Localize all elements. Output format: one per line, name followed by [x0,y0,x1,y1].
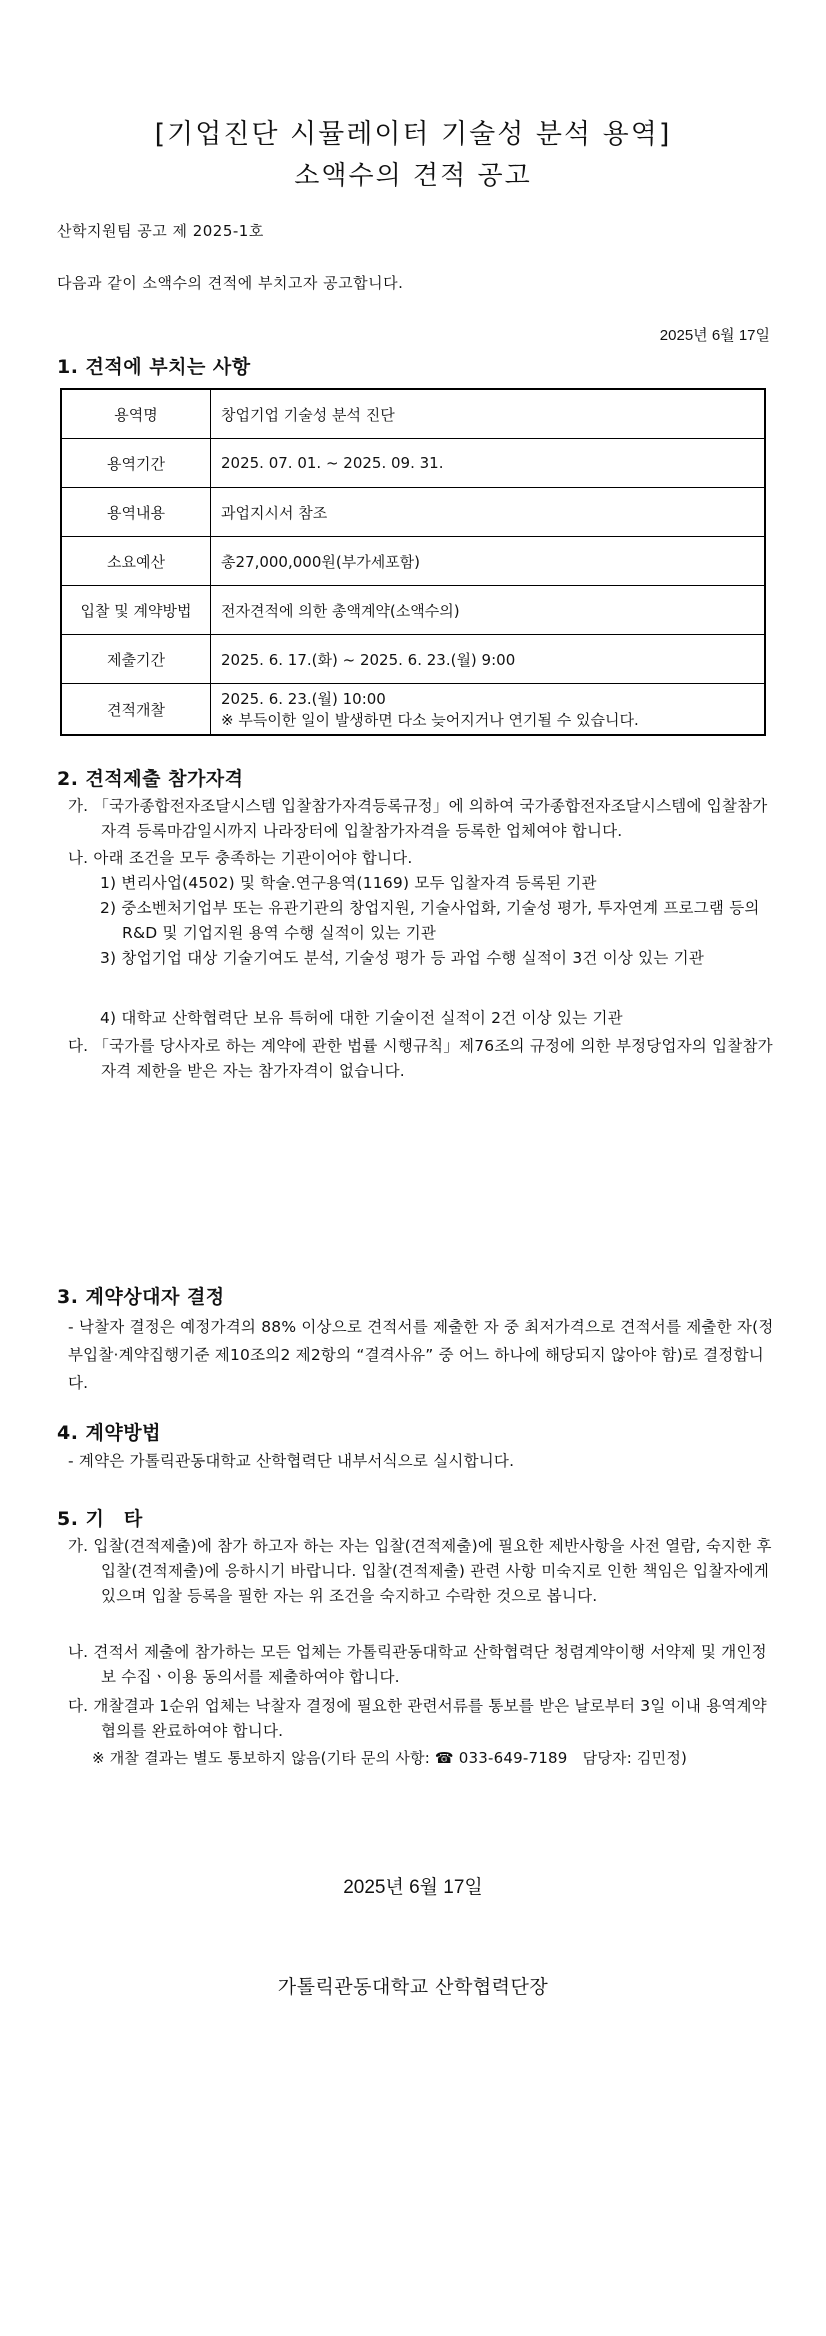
row-value: 과업지시서 참조 [211,488,766,537]
row-value: 총27,000,000원(부가세포함) [211,537,766,586]
row-value: 전자견적에 의한 총액계약(소액수의) [211,586,766,635]
table-row [61,389,765,439]
section2-item-na: 나. 아래 조건을 모두 충족하는 기관이어야 합니다. [68,849,413,867]
condition-item: 2) 중소벤처기업부 또는 유관기관의 창업지원, 기술사업화, 기술성 평가, 투자연계 프로그램 등의 R&D 및 기업지원 용역 수행 실적이 있는 기관 [100,899,760,942]
section4-text: - 계약은 가톨릭관동대학교 산학협력단 내부서식으로 실시합니다. [68,1452,515,1470]
row-value: 2025. 6. 23.(월) 10:00 [221,690,386,708]
row-label: 견적개찰 [61,684,211,736]
row-value-cell [211,684,766,736]
condition-item: 1) 변리사업(4502) 및 학술.연구용역(1169) 모두 입찰자격 등록된 기관 [100,874,597,892]
section3-heading: 3. 계약상대자 결정 [57,1286,225,1308]
notice-number: 산학지원팀 공고 제 2025-1호 [57,222,264,240]
row-label: 용역기간 [61,439,211,488]
section3-text: - 낙찰자 결정은 예정가격의 88% 이상으로 견적서를 제출한 자 중 최저가격으로 견적서를 제출한 자(정부입찰·계약집행기준 제10조의2 제2항의 “결격사유” 중 어느 하나에 해당되지 않아야 함)로 결정합니다. [68,1318,774,1392]
table-row [61,439,765,488]
row-value: 2025. 6. 17.(화) ~ 2025. 6. 23.(월) 9:00 [211,635,766,684]
table-row [61,635,765,684]
table-row [61,684,765,736]
intro-text: 다음과 같이 소액수의 견적에 부치고자 공고합니다. [57,274,404,292]
section2-heading: 2. 견적제출 참가자격 [57,768,244,790]
section5-item-na: 나. 견적서 제출에 참가하는 모든 업체는 가톨릭관동대학교 산학협력단 청렴계약이행 서약제 및 개인정보 수집ㆍ이용 동의서를 제출하여야 합니다. [68,1643,767,1686]
section2-item-ga: 가. 「국가종합전자조달시스템 입찰참가자격등록규정」에 의하여 국가종합전자조달시스템에 입찰참가자격 등록마감일시까지 나라장터에 입찰참가자격을 등록한 업체여야 합니다. [68,797,768,840]
section5-note: ※ 개찰 결과는 별도 통보하지 않음(기타 문의 사항: ☎ 033-649-7189 담당자: 김민정) [92,1749,688,1767]
section4-heading: 4. 계약방법 [57,1422,161,1444]
table-row [61,586,765,635]
row-label: 용역내용 [61,488,211,537]
row-label: 용역명 [61,389,211,439]
condition-item: 4) 대학교 산학협력단 보유 특허에 대한 기술이전 실적이 2건 이상 있는 기관 [100,1009,623,1027]
section5-heading: 5. 기 타 [57,1508,143,1530]
row-note: ※ 부득이한 일이 발생하면 다소 늦어지거나 연기될 수 있습니다. [221,711,639,729]
condition-item: 3) 창업기업 대상 기술기여도 분석, 기술성 평가 등 과업 수행 실적이 3건 이상 있는 기관 [100,949,704,967]
info-table [60,388,766,736]
row-label: 소요예산 [61,537,211,586]
row-value: 창업기업 기술성 분석 진단 [211,389,766,439]
row-label: 입찰 및 계약방법 [61,586,211,635]
row-label: 제출기간 [61,635,211,684]
section2-item-da: 다. 「국가를 당사자로 하는 계약에 관한 법률 시행규칙」제76조의 규정에 의한 부정당업자의 입찰참가자격 제한을 받은 자는 참가자격이 없습니다. [68,1037,773,1080]
table-row [61,537,765,586]
section5-item-da: 다. 개찰결과 1순위 업체는 낙찰자 결정에 필요한 관련서류를 통보를 받은 날로부터 3일 이내 용역계약 협의를 완료하여야 합니다. [68,1697,767,1740]
page-title: [기업진단 시뮬레이터 기술성 분석 용역] [154,119,672,150]
footer-date: 2025년 6월 17일 [343,1877,483,1898]
page-subtitle: 소액수의 견적 공고 [294,161,532,191]
table-row [61,488,765,537]
notice-date: 2025년 6월 17일 [659,327,770,344]
row-value: 2025. 07. 01. ~ 2025. 09. 31. [211,439,766,488]
signature: 가톨릭관동대학교 산학협력단장 [277,1976,549,1998]
section1-heading: 1. 견적에 부치는 사항 [57,356,251,378]
section5-item-ga: 가. 입찰(견적제출)에 참가 하고자 하는 자는 입찰(견적제출)에 필요한 제반사항을 사전 열람, 숙지한 후 입찰(견적제출)에 응하시기 바랍니다. 입찰(견적제출) 관련 사항 미숙지로 인한 책임은 입찰자에게 있으며 입찰 등록을 필한 자는 위 조건을 숙지하고 수락한 것으로 봅니다. [68,1537,772,1605]
